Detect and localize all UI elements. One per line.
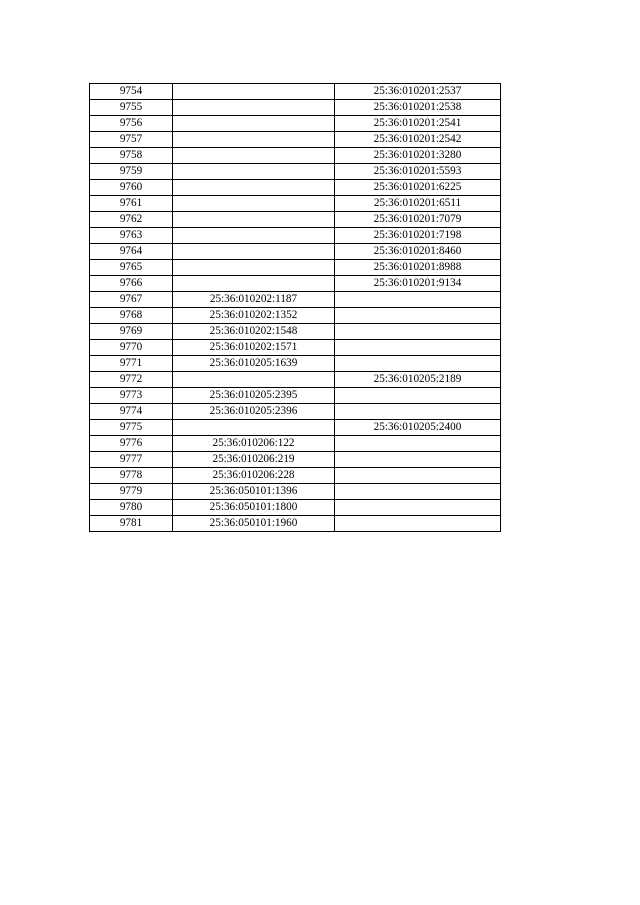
table-row <box>90 132 501 148</box>
cadastral-number-cell <box>335 356 501 372</box>
cadastral-number-cell <box>173 164 335 180</box>
table-row <box>90 228 501 244</box>
row-number-cell: 9758 <box>90 148 173 164</box>
cadastral-number-cell: 25:36:050101:1396 <box>173 484 335 500</box>
table-row <box>90 324 501 340</box>
cadastral-number-cell <box>335 516 501 532</box>
table-row <box>90 244 501 260</box>
cadastral-number-cell: 25:36:010205:2400 <box>335 420 501 436</box>
cadastral-number-cell <box>335 436 501 452</box>
cadastral-number-cell: 25:36:010201:2541 <box>335 116 501 132</box>
row-number-cell: 9755 <box>90 100 173 116</box>
row-number-cell: 9777 <box>90 452 173 468</box>
row-number-cell: 9765 <box>90 260 173 276</box>
table-row <box>90 484 501 500</box>
cadastral-number-cell: 25:36:050101:1960 <box>173 516 335 532</box>
cadastral-number-cell: 25:36:010202:1352 <box>173 308 335 324</box>
cadastral-number-cell <box>173 276 335 292</box>
cadastral-number-cell <box>173 196 335 212</box>
row-number-cell: 9764 <box>90 244 173 260</box>
cadastral-number-cell <box>335 404 501 420</box>
row-number-cell: 9779 <box>90 484 173 500</box>
cadastral-number-cell: 25:36:010206:122 <box>173 436 335 452</box>
cadastral-number-cell: 25:36:010201:6511 <box>335 196 501 212</box>
table-row <box>90 420 501 436</box>
row-number-cell: 9757 <box>90 132 173 148</box>
cadastral-number-cell <box>173 148 335 164</box>
cadastral-number-cell <box>173 212 335 228</box>
cadastral-number-cell: 25:36:010201:2537 <box>335 84 501 100</box>
cadastral-number-cell: 25:36:010205:2396 <box>173 404 335 420</box>
row-number-cell: 9778 <box>90 468 173 484</box>
cadastral-number-cell: 25:36:010201:5593 <box>335 164 501 180</box>
table-row <box>90 292 501 308</box>
cadastral-number-cell: 25:36:010201:3280 <box>335 148 501 164</box>
cadastral-number-cell: 25:36:010201:7198 <box>335 228 501 244</box>
cadastral-number-cell <box>173 132 335 148</box>
cadastral-number-table <box>89 83 501 532</box>
row-number-cell: 9756 <box>90 116 173 132</box>
cadastral-number-cell: 25:36:010206:219 <box>173 452 335 468</box>
cadastral-number-cell: 25:36:010201:6225 <box>335 180 501 196</box>
table-row <box>90 308 501 324</box>
cadastral-number-cell: 25:36:010201:2538 <box>335 100 501 116</box>
table-row <box>90 356 501 372</box>
cadastral-number-cell <box>173 372 335 388</box>
table-row <box>90 500 501 516</box>
cadastral-number-cell <box>335 340 501 356</box>
row-number-cell: 9768 <box>90 308 173 324</box>
cadastral-number-cell <box>335 484 501 500</box>
cadastral-number-cell <box>173 180 335 196</box>
cadastral-number-cell: 25:36:010201:2542 <box>335 132 501 148</box>
cadastral-number-cell <box>335 388 501 404</box>
cadastral-number-cell: 25:36:010205:1639 <box>173 356 335 372</box>
row-number-cell: 9769 <box>90 324 173 340</box>
table-row <box>90 340 501 356</box>
row-number-cell: 9760 <box>90 180 173 196</box>
row-number-cell: 9763 <box>90 228 173 244</box>
row-number-cell: 9772 <box>90 372 173 388</box>
table-row <box>90 164 501 180</box>
cadastral-number-cell: 25:36:010201:8460 <box>335 244 501 260</box>
cadastral-number-cell: 25:36:010201:7079 <box>335 212 501 228</box>
row-number-cell: 9767 <box>90 292 173 308</box>
cadastral-number-cell: 25:36:010201:9134 <box>335 276 501 292</box>
cadastral-number-cell: 25:36:010205:2189 <box>335 372 501 388</box>
cadastral-number-cell <box>335 292 501 308</box>
row-number-cell: 9759 <box>90 164 173 180</box>
table-row <box>90 116 501 132</box>
table-row <box>90 468 501 484</box>
row-number-cell: 9775 <box>90 420 173 436</box>
row-number-cell: 9761 <box>90 196 173 212</box>
cadastral-number-cell <box>335 468 501 484</box>
table-row <box>90 388 501 404</box>
cadastral-number-cell <box>173 84 335 100</box>
cadastral-number-cell: 25:36:010202:1187 <box>173 292 335 308</box>
cadastral-number-cell: 25:36:010206:228 <box>173 468 335 484</box>
table-row <box>90 452 501 468</box>
row-number-cell: 9766 <box>90 276 173 292</box>
row-number-cell: 9773 <box>90 388 173 404</box>
row-number-cell: 9776 <box>90 436 173 452</box>
cadastral-number-cell <box>335 308 501 324</box>
row-number-cell: 9781 <box>90 516 173 532</box>
cadastral-number-cell <box>335 452 501 468</box>
cadastral-number-cell <box>335 324 501 340</box>
row-number-cell: 9774 <box>90 404 173 420</box>
table-row <box>90 404 501 420</box>
cadastral-number-cell <box>335 500 501 516</box>
cadastral-number-cell: 25:36:010202:1571 <box>173 340 335 356</box>
cadastral-number-cell <box>173 244 335 260</box>
table-row <box>90 436 501 452</box>
cadastral-number-cell: 25:36:010205:2395 <box>173 388 335 404</box>
table-row <box>90 372 501 388</box>
cadastral-number-cell <box>173 420 335 436</box>
row-number-cell: 9771 <box>90 356 173 372</box>
table-row <box>90 196 501 212</box>
cadastral-number-cell <box>173 116 335 132</box>
table-row <box>90 84 501 100</box>
row-number-cell: 9762 <box>90 212 173 228</box>
cadastral-number-cell <box>173 228 335 244</box>
table-row <box>90 260 501 276</box>
table-row <box>90 516 501 532</box>
table-row <box>90 212 501 228</box>
table-row <box>90 148 501 164</box>
row-number-cell: 9780 <box>90 500 173 516</box>
table-row <box>90 276 501 292</box>
cadastral-number-cell <box>173 260 335 276</box>
cadastral-number-cell: 25:36:010202:1548 <box>173 324 335 340</box>
cadastral-number-cell: 25:36:050101:1800 <box>173 500 335 516</box>
table-body <box>90 84 501 532</box>
cadastral-number-cell <box>173 100 335 116</box>
table-row <box>90 100 501 116</box>
cadastral-number-cell: 25:36:010201:8988 <box>335 260 501 276</box>
row-number-cell: 9754 <box>90 84 173 100</box>
table-row <box>90 180 501 196</box>
row-number-cell: 9770 <box>90 340 173 356</box>
